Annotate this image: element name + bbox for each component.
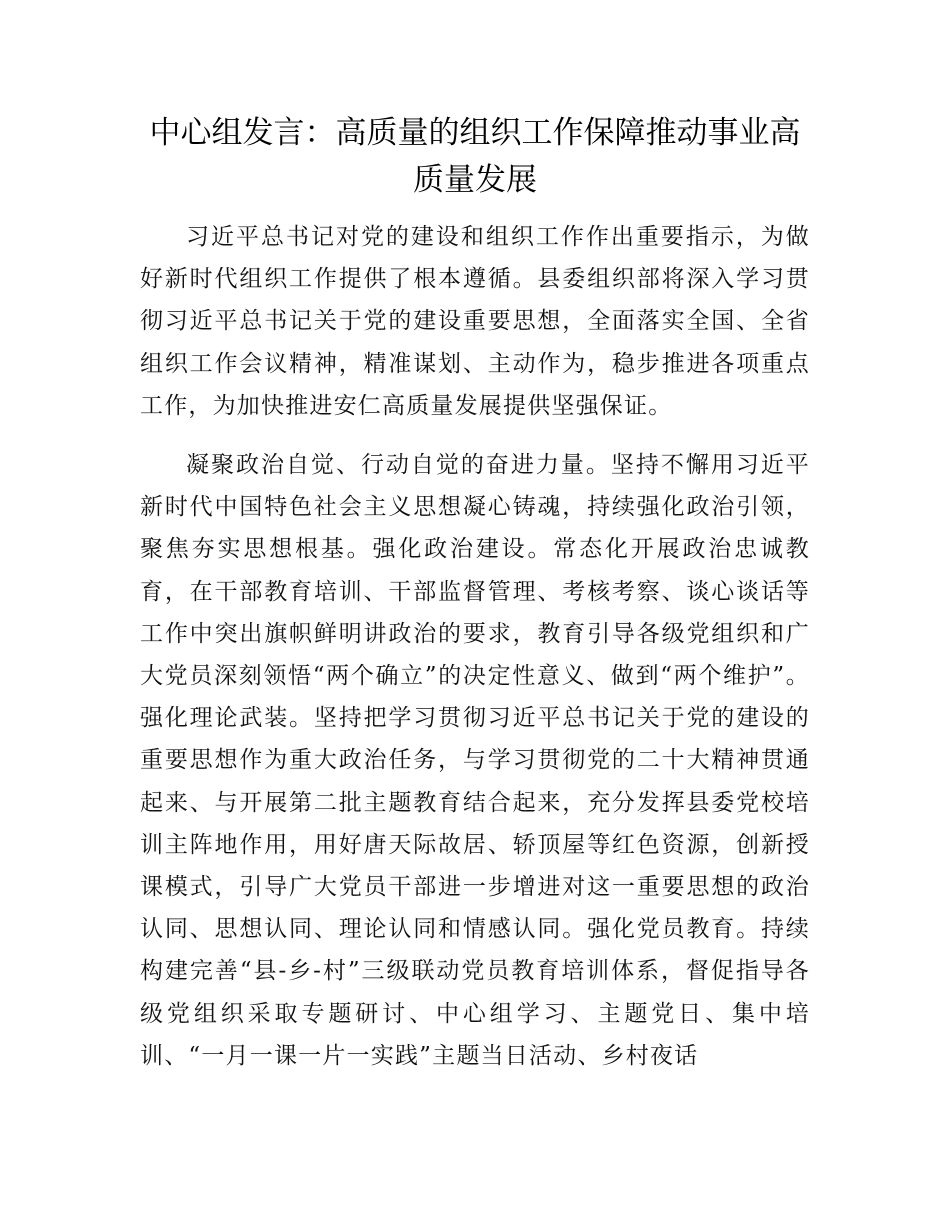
body-paragraph-2: 凝聚政治自觉、行动自觉的奋进力量。坚持不懈用习近平新时代中国特色社会主义思想凝心铸魂，持续强化政治引领，聚焦夯实思想根基。强化政治建设。常态化开展政治忠诚教育，在干部教育培训、干部监督管理、考核考察、谈心谈话等工作中突出旗帜鲜明讲政治的要求，教育引导各级党组织和广大党员深刻领悟“两个确立”的决定性意义、做到“两个维护”。强化理论武装。坚持把学习贯彻习近平总书记关于党的建设的重要思想作为重大政治任务，与学习贯彻党的二十大精神贯通起来、与开展第二批主题教育结合起来，充分发挥县委党校培训主阵地作用，用好唐天际故居、轿顶屋等红色资源，创新授课模式，引导广大党员干部进一步增进对这一重要思想的政治认同、思想认同、理论认同和情感认同。强化党员教育。持续构建完善“县-乡-村”三级联动党员教育培训体系，督促指导各级党组织采取专题研讨、中心组学习、主题党日、集中培训、“一月一课一片一实践”主题当日活动、乡村夜话 (140, 452, 810, 1069)
body-paragraph-1: 习近平总书记对党的建设和组织工作作出重要指示，为做好新时代组织工作提供了根本遵循。县委组织部将深入学习贯彻习近平总书记关于党的建设重要思想，全面落实全国、全省组织工作会议精神，精准谋划、主动作为，稳步推进各项重点工作，为加快推进安仁高质量发展提供坚强保证。 (140, 224, 810, 419)
document-title: 中心组发言：高质量的组织工作保障推动事业高质量发展 (149, 115, 801, 198)
